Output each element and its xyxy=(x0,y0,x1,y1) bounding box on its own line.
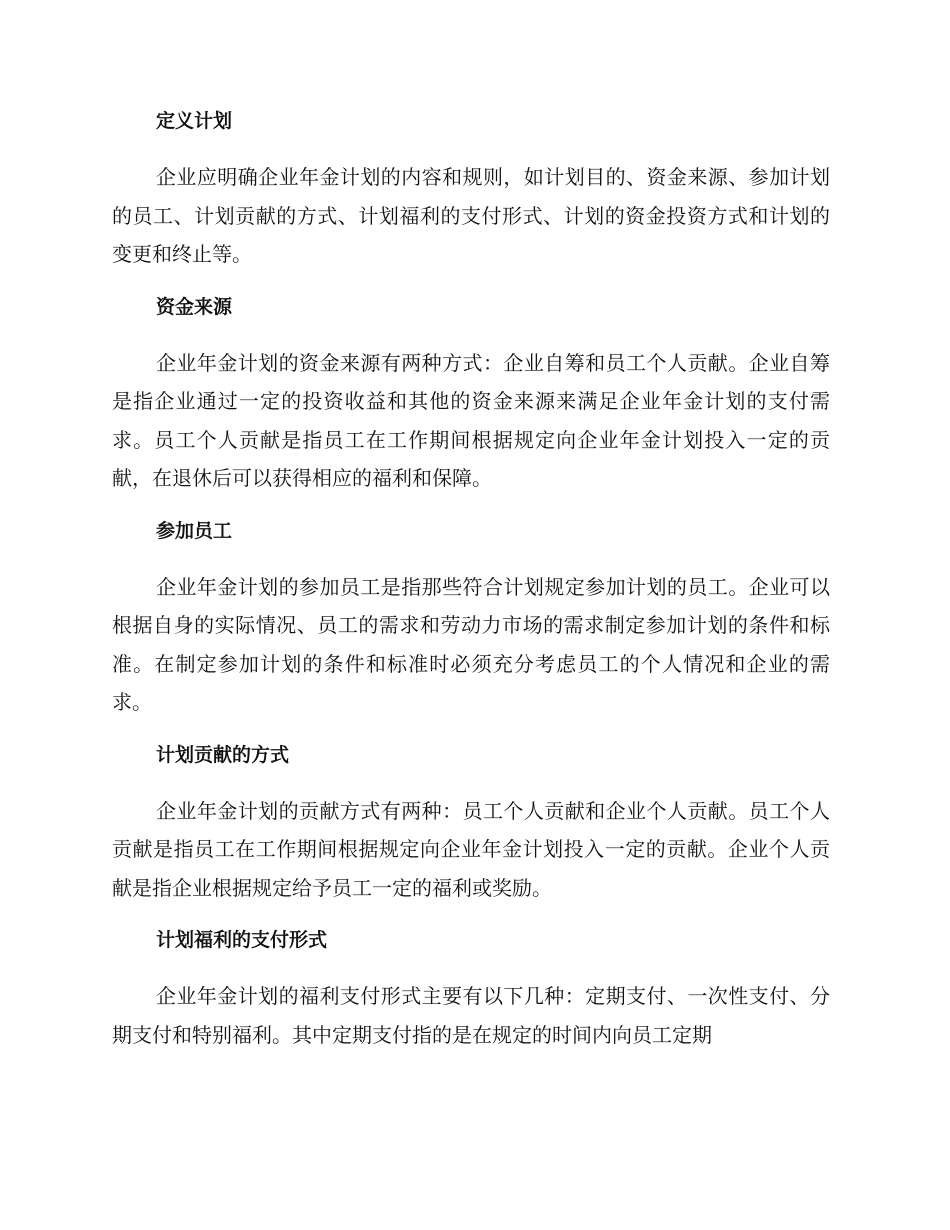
section-heading: 计划贡献的方式 xyxy=(156,743,290,766)
section-heading: 参加员工 xyxy=(156,519,233,542)
document-page xyxy=(112,108,830,1074)
section-contribution-method xyxy=(112,742,830,908)
section-paragraph: 企业年金计划的贡献方式有两种：员工个人贡献和企业个人贡献。员工个人贡献是指员工在工作期间根据规定向企业年金计划投入一定的贡献。企业个人贡献是指企业根据规定给予员工一定的福利或奖励。 xyxy=(112,798,830,900)
section-define-plan xyxy=(112,108,830,274)
section-heading: 计划福利的支付形式 xyxy=(156,929,328,951)
section-paragraph: 企业年金计划的福利支付形式主要有以下几种：定期支付、一次性支付、分期支付和特别福利。其中定期支付指的是在规定的时间内向员工定期 xyxy=(112,984,830,1047)
section-benefit-payment xyxy=(112,927,830,1054)
section-heading: 资金来源 xyxy=(156,295,233,318)
section-participants xyxy=(112,518,830,722)
section-paragraph: 企业应明确企业年金计划的内容和规则，如计划目的、资金来源、参加计划的员工、计划贡献的方式、计划福利的支付形式、计划的资金投资方式和计划的变更和终止等。 xyxy=(112,165,830,266)
section-paragraph: 企业年金计划的资金来源有两种方式：企业自筹和员工个人贡献。企业自筹是指企业通过一定的投资收益和其他的资金来源来满足企业年金计划的支付需求。员工个人贡献是指员工在工作期间根据规定向企业年金计划投入一定的贡献，在退休后可以获得相应的福利和保障。 xyxy=(112,350,830,490)
section-heading: 定义计划 xyxy=(156,110,233,132)
section-funding-source xyxy=(112,294,830,498)
section-paragraph: 企业年金计划的参加员工是指那些符合计划规定参加计划的员工。企业可以根据自身的实际情况、员工的需求和劳动力市场的需求制定参加计划的条件和标准。在制定参加计划的条件和标准时必须充分考虑员工的个人情况和企业的需求。 xyxy=(112,574,830,714)
